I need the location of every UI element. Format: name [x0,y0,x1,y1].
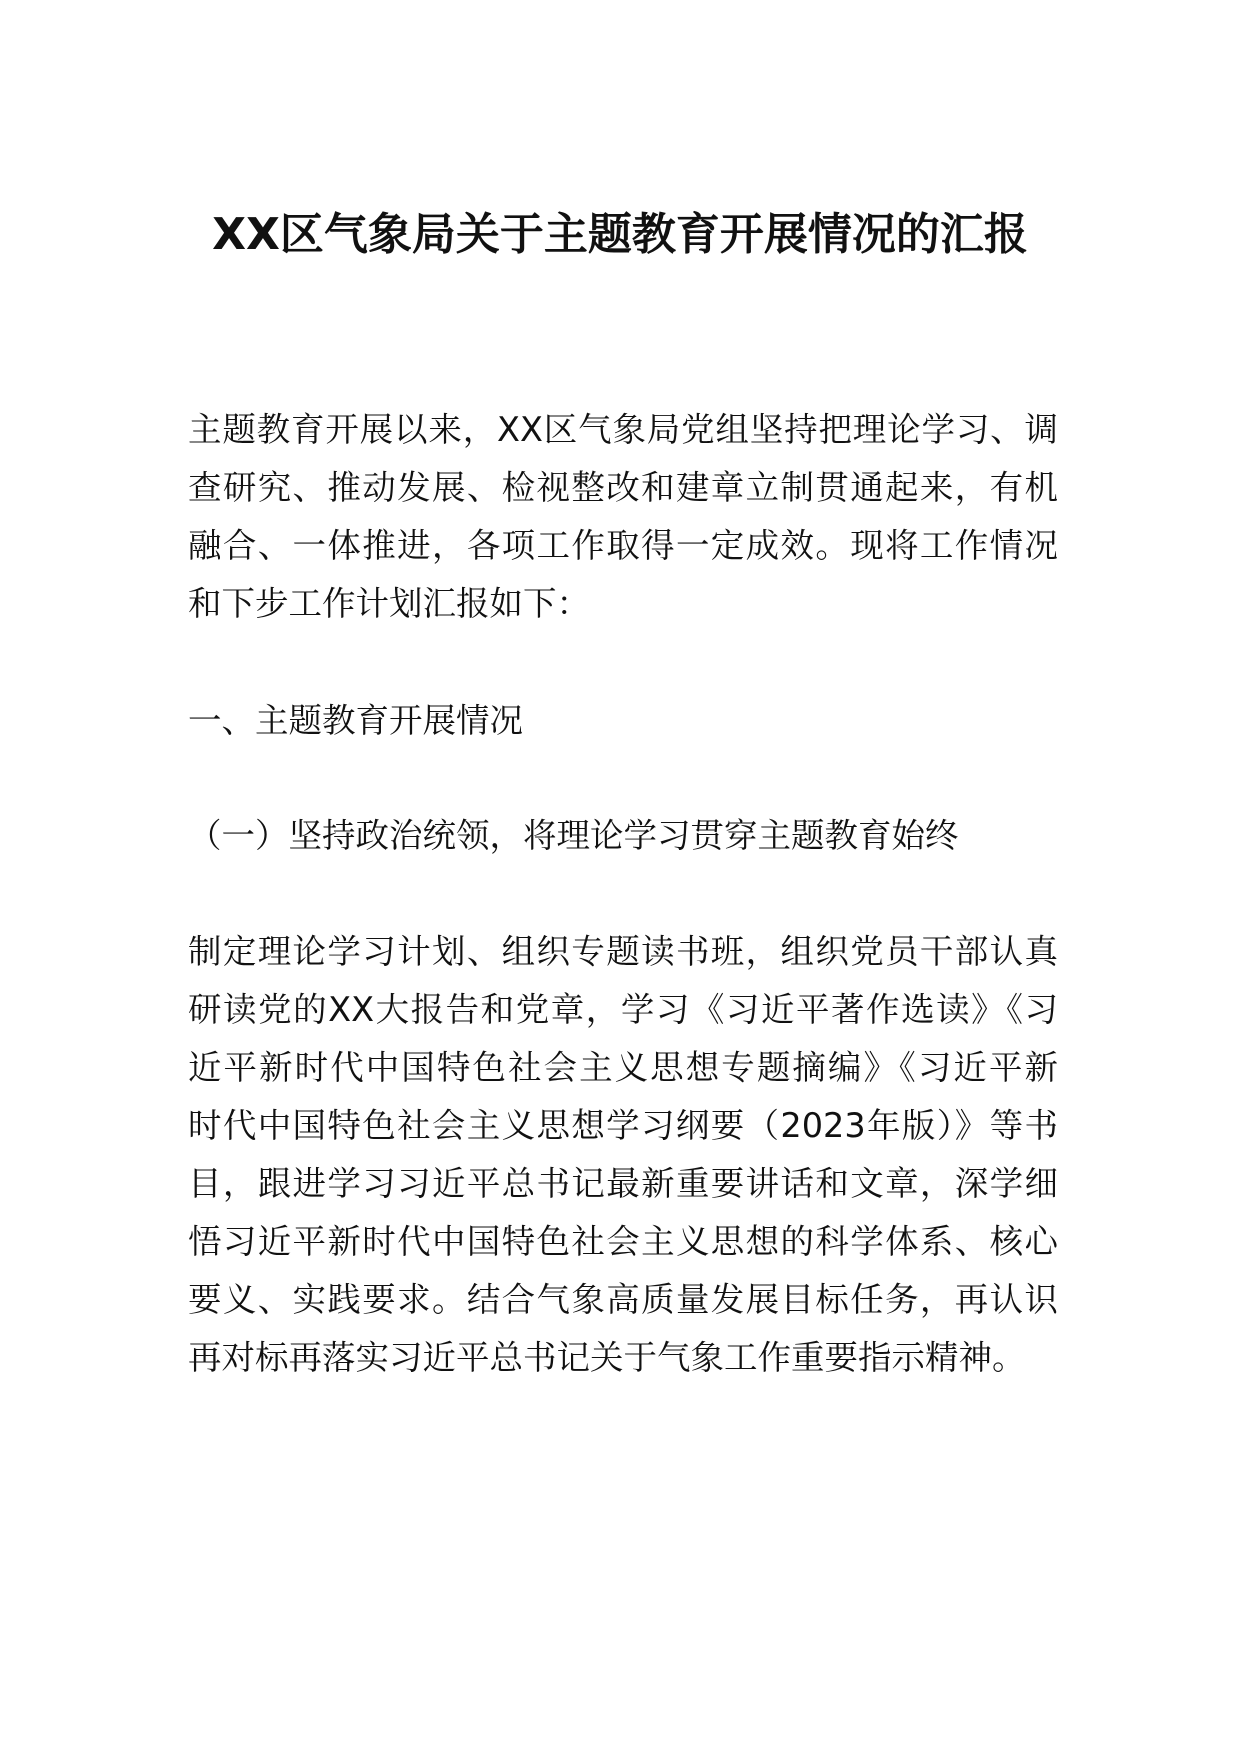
body-line-4: 时代中国特色社会主义思想学习纲要（2023年版）》等书 [188,1106,1058,1145]
body-line-6: 悟习近平新时代中国特色社会主义思想的科学体系、核心 [188,1222,1058,1261]
body-line-5: 目，跟进学习习近平总书记最新重要讲话和文章，深学细 [188,1164,1058,1203]
intro-line-3: 融合、一体推进，各项工作取得一定成效。现将工作情况 [188,526,1058,565]
intro-line-1: 主题教育开展以来，XX区气象局党组坚持把理论学习、调 [188,410,1058,449]
intro-line-4: 和下步工作计划汇报如下： [188,584,590,623]
body-line-2: 研读党的XX大报告和党章，学习《习近平著作选读》《习 [188,990,1058,1029]
body-line-3: 近平新时代中国特色社会主义思想专题摘编》《习近平新 [188,1048,1058,1087]
document-title: XX区气象局关于主题教育开展情况的汇报 [212,209,1028,260]
section-heading-1: 一、主题教育开展情况 [188,701,523,740]
body-line-7: 要义、实践要求。结合气象高质量发展目标任务，再认识 [188,1280,1058,1319]
intro-line-2: 查研究、推动发展、检视整改和建章立制贯通起来，有机 [188,468,1058,507]
subsection-heading-1: （一）坚持政治统领，将理论学习贯穿主题教育始终 [188,816,959,855]
body-line-1: 制定理论学习计划、组织专题读书班，组织党员干部认真 [188,932,1058,971]
body-line-8: 再对标再落实习近平总书记关于气象工作重要指示精神。 [188,1338,1026,1377]
